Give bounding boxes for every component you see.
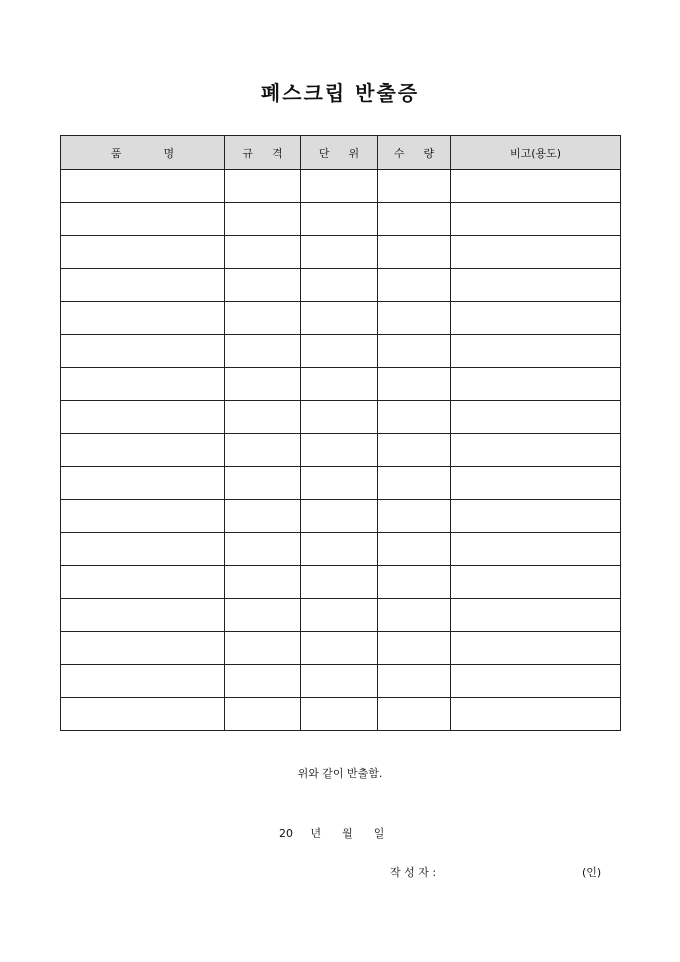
cell-spec[interactable] [225,566,301,599]
cell-remarks[interactable] [451,170,621,203]
document-title: 폐스크립 반출증 [260,81,420,105]
cell-quantity[interactable] [378,665,451,698]
header-spec: 규 격 [225,136,301,170]
cell-remarks[interactable] [451,368,621,401]
cell-quantity[interactable] [378,467,451,500]
cell-item-name[interactable] [61,335,225,368]
cell-remarks[interactable] [451,203,621,236]
cell-spec[interactable] [225,434,301,467]
table-row [61,632,621,665]
cell-remarks[interactable] [451,566,621,599]
cell-unit[interactable] [301,236,378,269]
cell-unit[interactable] [301,698,378,731]
cell-remarks[interactable] [451,236,621,269]
table-row [61,698,621,731]
cell-quantity[interactable] [378,500,451,533]
table-header-row [61,136,621,170]
cell-spec[interactable] [225,632,301,665]
cell-quantity[interactable] [378,698,451,731]
cell-remarks[interactable] [451,467,621,500]
cell-unit[interactable] [301,335,378,368]
cell-item-name[interactable] [61,632,225,665]
cell-remarks[interactable] [451,434,621,467]
cell-spec[interactable] [225,170,301,203]
cell-item-name[interactable] [61,203,225,236]
author-label: 작 성 자 : [390,866,437,879]
cell-unit[interactable] [301,665,378,698]
cell-remarks[interactable] [451,698,621,731]
cell-quantity[interactable] [378,434,451,467]
cell-quantity[interactable] [378,302,451,335]
cell-quantity[interactable] [378,632,451,665]
cell-item-name[interactable] [61,434,225,467]
cell-quantity[interactable] [378,236,451,269]
header-unit: 단 위 [301,136,378,170]
cell-unit[interactable] [301,533,378,566]
table-row [61,368,621,401]
cell-quantity[interactable] [378,566,451,599]
cell-spec[interactable] [225,533,301,566]
cell-spec[interactable] [225,698,301,731]
header-quantity: 수 량 [378,136,451,170]
date-line: 20 년 월 일 [279,827,385,840]
table-row [61,401,621,434]
cell-remarks[interactable] [451,401,621,434]
table-row [61,467,621,500]
cell-spec[interactable] [225,368,301,401]
cell-unit[interactable] [301,566,378,599]
cell-unit[interactable] [301,467,378,500]
cell-unit[interactable] [301,599,378,632]
cell-quantity[interactable] [378,203,451,236]
table-row [61,434,621,467]
cell-quantity[interactable] [378,368,451,401]
table-body [61,170,621,731]
cell-unit[interactable] [301,500,378,533]
cell-unit[interactable] [301,401,378,434]
cell-item-name[interactable] [61,566,225,599]
cell-quantity[interactable] [378,533,451,566]
cell-unit[interactable] [301,269,378,302]
cell-item-name[interactable] [61,170,225,203]
cell-spec[interactable] [225,236,301,269]
cell-unit[interactable] [301,302,378,335]
cell-unit[interactable] [301,203,378,236]
cell-item-name[interactable] [61,698,225,731]
table-row [61,236,621,269]
release-table [60,135,621,731]
cell-item-name[interactable] [61,500,225,533]
cell-spec[interactable] [225,599,301,632]
release-statement: 위와 같이 반출함. [297,767,383,780]
cell-unit[interactable] [301,632,378,665]
cell-item-name[interactable] [61,665,225,698]
seal-label: (인) [582,866,602,879]
cell-spec[interactable] [225,203,301,236]
cell-remarks[interactable] [451,533,621,566]
header-item-name: 품 명 [61,136,225,170]
cell-item-name[interactable] [61,236,225,269]
cell-remarks[interactable] [451,335,621,368]
table-row [61,500,621,533]
cell-spec[interactable] [225,269,301,302]
cell-unit[interactable] [301,170,378,203]
cell-item-name[interactable] [61,599,225,632]
table-row [61,566,621,599]
cell-remarks[interactable] [451,632,621,665]
cell-remarks[interactable] [451,269,621,302]
cell-spec[interactable] [225,401,301,434]
table-row [61,269,621,302]
table-row [61,203,621,236]
cell-quantity[interactable] [378,401,451,434]
table-row [61,335,621,368]
table-row [61,170,621,203]
cell-spec[interactable] [225,335,301,368]
cell-spec[interactable] [225,665,301,698]
cell-spec[interactable] [225,302,301,335]
table-row [61,665,621,698]
cell-remarks[interactable] [451,599,621,632]
cell-item-name[interactable] [61,368,225,401]
table-row [61,599,621,632]
cell-item-name[interactable] [61,269,225,302]
table-row [61,533,621,566]
cell-item-name[interactable] [61,401,225,434]
cell-spec[interactable] [225,467,301,500]
cell-remarks[interactable] [451,302,621,335]
cell-item-name[interactable] [61,302,225,335]
cell-quantity[interactable] [378,170,451,203]
table-row [61,302,621,335]
cell-quantity[interactable] [378,335,451,368]
cell-quantity[interactable] [378,599,451,632]
cell-remarks[interactable] [451,500,621,533]
cell-unit[interactable] [301,368,378,401]
cell-quantity[interactable] [378,269,451,302]
cell-item-name[interactable] [61,467,225,500]
cell-unit[interactable] [301,434,378,467]
cell-item-name[interactable] [61,533,225,566]
cell-spec[interactable] [225,500,301,533]
cell-remarks[interactable] [451,665,621,698]
header-remarks: 비고(용도) [451,136,621,170]
